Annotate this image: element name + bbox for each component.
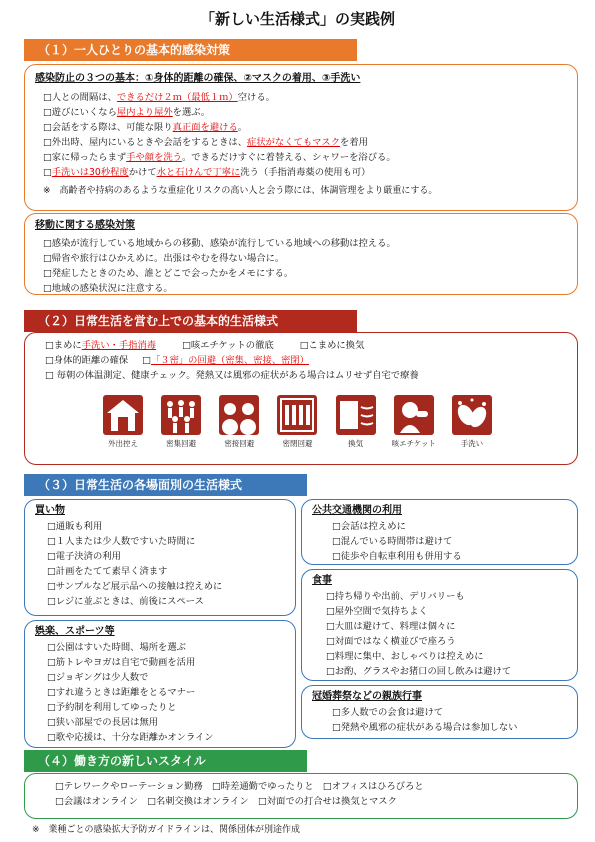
list-item: □料理に集中、おしゃべりは控えめに [326,651,484,662]
ventilation-pictogram [333,395,379,455]
list-item: □予約制を利用してゆったりと [47,702,177,713]
list-item: □公園はすいた時間、場所を選ぶ [47,642,186,653]
sec1-note: ※ 高齢者や持病のあるような重症化リスクの高い人と会う際には、体調管理をより厳重にする。 [43,186,438,196]
avoid-crowds-pictogram [158,395,204,455]
closed-space-icon [277,395,317,435]
text-segment: を着用 [340,137,368,148]
text-segment: □ [43,167,52,178]
text-segment: □人との間隔は、 [43,92,117,103]
sec1b-list [35,236,567,296]
sec2-row1 [45,338,567,353]
text-segment: □身体的距離の確保 [45,355,129,366]
text-segment: かけて [128,167,157,178]
list-item [43,120,567,135]
text-segment: 。できるだけすぐに着替える、シャワーを浴びる。 [181,152,396,163]
text-segment: 。 [237,122,248,133]
ceremony-heading: 冠婚葬祭などの親族行事 [312,691,422,702]
icon-caption: 咳エチケット [391,439,436,448]
text-segment: 洗う（手指消毒薬の使用も可） [240,167,371,178]
list-item: □レジに並ぶときは、前後にスペース [47,596,204,607]
emphasis-text: 「３密」の回避（密集、密接、密閉） [150,355,310,366]
cough-icon [394,395,434,435]
shopping-heading: 買い物 [35,505,65,516]
avoid-closed-spaces-pictogram [274,395,320,455]
text-segment: □会話をする際は、可能な限り [43,122,173,133]
list-item: □帰省や旅行はひかえめに。出張はやむを得ない場合に。 [43,253,285,264]
list-item: □感染が流行している地域からの移動、感染が流行している地域への移動は控える。 [43,238,396,249]
sec1-list [35,90,567,180]
text-segment: □ [142,355,151,366]
sec1b-heading: 移動に関する感染対策 [35,220,135,231]
sec1-banner: （１）一人ひとりの基本的感染対策 [24,39,357,61]
hand-washing-pictogram [449,395,495,455]
list-item: □すれ違うときは距離をとるマナー [47,687,196,698]
list-item: □屋外空間で気持ちよく [326,606,428,617]
close-contact-icon [219,395,259,435]
sec4-banner: （４）働き方の新しいスタイル [24,750,307,772]
meals-box [301,569,578,681]
list-item: □発症したときのため、誰とどこで会ったかをメモにする。 [43,268,294,279]
icon-caption: 密接回避 [224,439,255,448]
hand-wash-icon [452,395,492,435]
practice-item [45,353,128,368]
ceremony-list [312,705,567,735]
emphasis-text: できるだけ２ｍ（最低１ｍ） [116,92,238,103]
emphasis-text: 真正面を避ける [172,122,238,133]
transit-heading: 公共交通機関の利用 [312,505,402,516]
list-item: □多人数での会食は避けて [332,707,444,718]
sec4-box [24,773,578,819]
list-item: □１人または少人数ですいた時間に [47,536,196,547]
sec2-banner: （２）日常生活を営む上での基本的生活様式 [24,310,357,332]
list-item: □通販も利用 [47,521,103,532]
text-segment: □遊びにいくなら [43,107,117,118]
avoid-close-contact-pictogram [216,395,262,455]
emphasis-text: 症状がなくてもマスク [247,137,341,148]
sec4-row2: □会議はオンライン □名刺交換はオンライン □対面での打合せは換気とマスク [55,796,397,807]
list-item [43,90,567,105]
practice-item [142,353,309,368]
icon-caption: 密集回避 [166,439,197,448]
list-item: □ジョギングは少人数で [47,672,149,683]
house-icon [103,395,143,435]
emphasis-text: 水と石けんで丁寧に [156,167,241,178]
list-item: □対面ではなく横並びで座ろう [326,636,456,647]
text-segment: □まめに [45,340,82,351]
cough-etiquette-pictogram [391,395,437,455]
sec2-row2 [45,353,567,368]
list-item: □地域の感染状況に注意する。 [43,283,173,294]
icon-caption: 手洗い [460,439,484,448]
sec4-row1: □テレワークやローテーション勤務 □時差通勤でゆったりと □オフィスはひろびろと [55,781,424,792]
sec1b-box [24,213,578,295]
icon-caption: 換気 [348,439,364,448]
text-segment: □咳エチケットの徹底 [182,340,274,351]
text-segment: □こまめに換気 [299,340,365,351]
leisure-list [35,640,285,745]
practice-item [182,338,274,353]
text-segment: □外出時、屋内にいるときや会話をするときは、 [43,137,248,148]
list-item: □発熱や風邪の症状がある場合は参加しない [332,722,518,733]
list-item: □電子決済の利用 [47,551,121,562]
text-segment: □家に帰ったらまず [43,152,127,163]
leisure-heading: 娯楽、スポーツ等 [35,626,115,637]
stay-home-pictogram [100,395,146,455]
shopping-list [35,519,285,609]
ceremony-box [301,685,578,739]
list-item: □お酌、グラスやお猪口の回し飲みは避けて [326,666,512,677]
footnote: ※ 業種ごとの感染拡大予防ガイドラインは、関係団体が別途作成 [32,825,301,835]
icon-caption: 密閉回避 [282,439,313,448]
meals-heading: 食事 [312,575,332,586]
list-item: □サンプルなど展示品への接触は控えめに [47,581,223,592]
list-item: □混んでいる時間帯は避けて [332,536,453,547]
emphasis-text: 手や顔を洗う [126,152,182,163]
list-item: □歌や応援は、十分な距離かオンライン [47,732,214,743]
text-segment: を選ぶ。 [172,107,211,118]
sec2-icons [100,395,495,455]
list-item: □徒歩や自転車利用も併用する [332,551,462,562]
icon-caption: 外出控え [108,439,138,448]
transit-box [301,499,578,565]
transit-list [312,519,567,564]
sec1-box [24,64,578,211]
list-item [43,165,567,180]
list-item: □持ち帰りや出前、デリバリーも [326,591,465,602]
sec3-banner: （３）日常生活の各場面別の生活様式 [24,474,307,496]
emphasis-text: 手洗い・手指消毒 [81,340,157,351]
list-item: □会話は控えめに [332,521,406,532]
practice-item [300,338,365,353]
list-item [43,105,567,120]
list-item [43,135,567,150]
sec1-heading: 感染防止の３つの基本：①身体的距離の確保、②マスクの着用、③手洗い [35,73,361,84]
crowd-icon [161,395,201,435]
list-item: □計画をたてて素早く済ます [47,566,168,577]
list-item: □大皿は避けて、料理は個々に [326,621,456,632]
list-item: □筋トレやヨガは自宅で動画を活用 [47,657,196,668]
meals-list [312,589,567,679]
emphasis-text: 屋内より屋外 [116,107,173,118]
list-item [43,150,567,165]
practice-item [45,338,156,353]
list-item: □狭い部屋での長居は無用 [47,717,159,728]
page-title: 「新しい生活様式」の実践例 [199,10,395,28]
leisure-box [24,620,296,748]
emphasis-text: 手洗いは30秒程度 [51,167,129,178]
text-segment: 空ける。 [237,92,275,103]
ventilation-icon [336,395,376,435]
sec2-row3: □ 毎朝の体温測定、健康チェック。発熱又は風邪の症状がある場合はムリせず自宅で療養 [45,370,419,381]
shopping-box [24,499,296,616]
